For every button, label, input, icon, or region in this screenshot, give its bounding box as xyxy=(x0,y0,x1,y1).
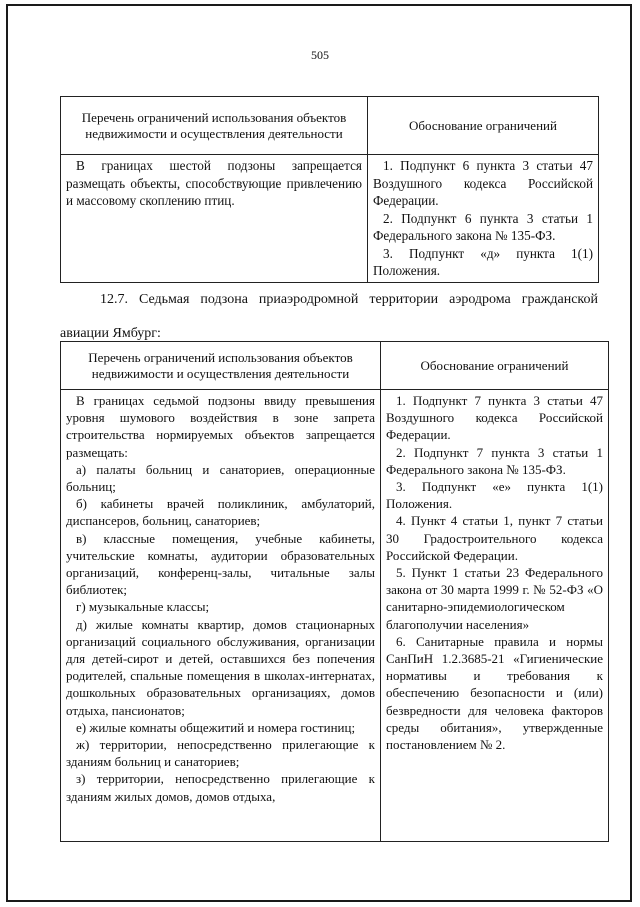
justification-paragraph: 6. Санитарные правила и нормы СанПиН 1.2.3685-21 «Гигиенические нормативы и требования к обеспечению безопасности и (или) безвредности для человека факторов среды обитания», утвержденные постановлением № 2. xyxy=(386,633,603,753)
restriction-paragraph: б) кабинеты врачей поликлиник, амбулаторий, диспансеров, больниц, санаториев; xyxy=(66,496,375,529)
justification-paragraph: 1. Подпункт 6 пункта 3 статьи 47 Воздушного кодекса Российской Федерации. xyxy=(373,158,593,208)
section-text: 12.7. Седьмая подзона приаэродромной территории аэродрома гражданской авиации Ямбург: xyxy=(60,292,598,341)
restriction-paragraph: В границах шестой подзоны запрещается размещать объекты, способствующие привлечению и массовому скоплению птиц. xyxy=(66,158,362,208)
restriction-paragraph: е) жилые комнаты общежитий и номера гостиниц; xyxy=(76,719,356,735)
justification-paragraph: 3. Подпункт «е» пункта 1(1) Положения. xyxy=(386,479,603,512)
restrictions-cell xyxy=(61,155,368,283)
restriction-paragraph: з) территории, непосредственно прилегающие к зданиям жилых домов, домов отдыха, xyxy=(66,771,375,804)
restrictions-table-subzone-7 xyxy=(60,341,609,842)
table-header-justification: Обоснование ограничений xyxy=(381,342,609,390)
justification-paragraph: 3. Подпункт «д» пункта 1(1) Положения. xyxy=(373,245,593,278)
justification-paragraph: 1. Подпункт 7 пункта 3 статьи 47 Воздушного кодекса Российской Федерации. xyxy=(386,393,603,443)
restriction-paragraph: ж) территории, непосредственно прилегающие к зданиям больниц и санаториев; xyxy=(66,737,375,770)
restriction-paragraph: в) классные помещения, учебные кабинеты, учительские комнаты, аудитории образовательных организаций, конференц-залы, читальные залы библиотек; xyxy=(66,530,375,598)
table-header-restrictions: Перечень ограничений использования объектов недвижимости и осуществления деятельности xyxy=(61,342,381,390)
justification-paragraph: 2. Подпункт 7 пункта 3 статьи 1 Федерального закона № 135-ФЗ. xyxy=(386,444,603,477)
table-header-justification: Обоснование ограничений xyxy=(368,97,599,155)
restriction-paragraph: В границах седьмой подзоны ввиду превышения уровня шумового воздействия в зоне запрета строительства нормируемых объектов запрещается размещать: xyxy=(66,393,375,460)
justification-paragraph: 4. Пункт 4 статьи 1, пункт 7 статьи 30 Градостроительного кодекса Российской Федерации. xyxy=(386,513,603,563)
justification-paragraph: 2. Подпункт 6 пункта 3 статьи 1 Федерального закона № 135-ФЗ. xyxy=(373,210,593,243)
page-number: 505 xyxy=(311,48,329,62)
justification-paragraph: 5. Пункт 1 статьи 23 Федерального закона от 30 марта 1999 г. № 52-ФЗ «О санитарно-эпидемиологическом благополучии населения» xyxy=(386,565,603,632)
justification-cell xyxy=(368,155,599,283)
restriction-paragraph: д) жилые комнаты квартир, домов стационарных организаций социального обслуживания, организации для детей-сирот и детей, оставшихся без попечения родителей, спальные помещения в школах-интернатах, дошкольных образовательных организациях, домов отдыха, пансионатов; xyxy=(66,616,375,718)
restriction-paragraph: а) палаты больниц и санаториев, операционные больниц; xyxy=(66,461,375,495)
table-header-restrictions: Перечень ограничений использования объектов недвижимости и осуществления деятельности xyxy=(61,97,368,155)
justification-cell xyxy=(381,390,609,842)
restrictions-table-subzone-6 xyxy=(60,96,599,283)
restrictions-cell xyxy=(61,390,381,842)
restriction-paragraph: г) музыкальные классы; xyxy=(76,599,210,615)
